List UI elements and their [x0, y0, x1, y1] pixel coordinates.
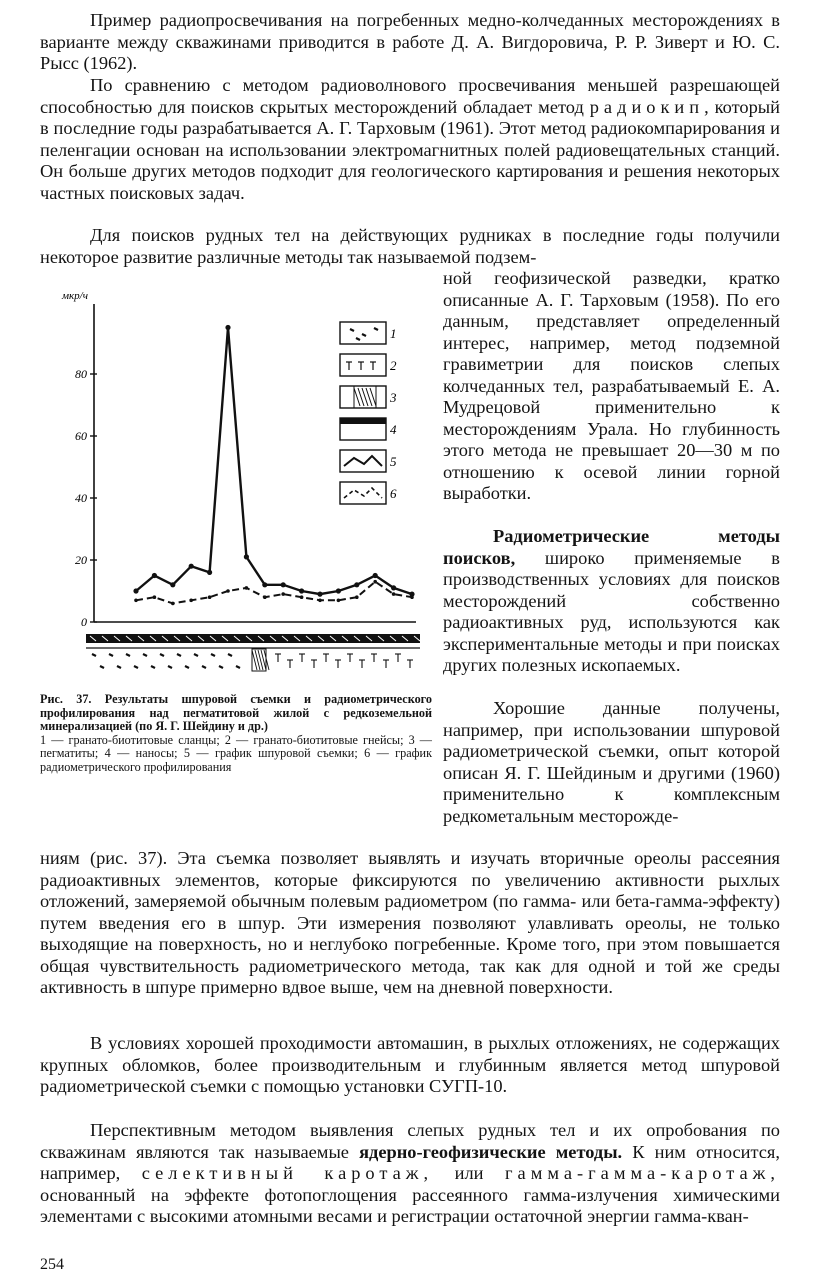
legend-label: 5: [390, 454, 397, 469]
legend-box: [340, 482, 386, 504]
schist-mark: [160, 654, 164, 656]
schist-mark: [202, 666, 206, 668]
paragraph-4: ной геофизической разведки, кратко описанные А. Г. Тарховым (1958). По его данным, представляет определенный интерес, например, метод подземной гравиметрии для поисков слепых колчеданных тел, разрабатываемый Е. А. Мудрецовой применительно к месторождениям Урала. Но глубинность этого метода не превышает 20—30 м по отношению к осевой линии горной выработки.: [443, 268, 780, 503]
page-number: 254: [40, 1256, 64, 1273]
series-2-point: [373, 580, 377, 584]
series-1-point: [207, 570, 212, 575]
y-tick-label: 40: [75, 491, 87, 505]
paragraph-5: [443, 526, 780, 677]
series-1-point: [336, 588, 341, 593]
radiometric-heading: Радиометрические методы поисков,: [443, 526, 780, 568]
figure-37-chart: [40, 282, 430, 692]
legend-fill: [340, 418, 386, 424]
series-2-point: [153, 595, 157, 599]
legend-box: [340, 386, 386, 408]
paragraph-9-b: К ним относится, например,: [40, 1141, 780, 1183]
schist-mark: [194, 654, 198, 656]
paragraph-9-d: основанный на эффекте фотопоглощения рассеянного гамма-излучения химическими элементами с высокими атомными весами и регистрации остаточной энергии гамма-кван-: [40, 1184, 780, 1226]
y-tick-label: 60: [75, 429, 87, 443]
y-tick-label: 0: [81, 615, 87, 629]
y-tick-label: 20: [75, 553, 87, 567]
caption-legend: 1 — гранато-биотитовые сланцы; 2 — гранато-биотитовые гнейсы; 3 — пегматиты; 4 — наносы; 5 — график шпуровой съемки; 6 — график радиометрического профилирования: [40, 732, 432, 774]
legend-label: 2: [390, 358, 397, 373]
legend-label: 4: [390, 422, 397, 437]
pegmatite-hatch: [252, 650, 257, 670]
schist-mark: [236, 666, 240, 668]
pegmatite-hatch: [261, 650, 266, 670]
schist-mark: [185, 666, 189, 668]
paragraph-9: [40, 1120, 780, 1228]
gamma-gamma-term: гамма-гамма-каротаж,: [505, 1163, 780, 1183]
series-2-point: [134, 599, 138, 603]
y-axis-label: мкр/ч: [62, 290, 88, 302]
nuclear-methods-term: ядерно-геофизические методы.: [359, 1141, 623, 1162]
series-2-point: [263, 595, 267, 599]
schist-mark: [134, 666, 138, 668]
series-2-point: [171, 602, 175, 606]
legend-label: 1: [390, 326, 397, 341]
paragraph-9-a: Перспективным методом выявления слепых рудных тел и их опробования по скважинам являются так называемые: [40, 1120, 780, 1162]
schist-mark: [92, 654, 96, 656]
schist-mark: [168, 666, 172, 668]
series-2-point: [208, 595, 212, 599]
legend-hatch: [350, 329, 354, 331]
pegmatite-hatch: [255, 650, 260, 670]
legend-label: 6: [390, 486, 397, 501]
legend-box: [340, 322, 386, 344]
overburden-band: [86, 634, 420, 643]
figure-caption: [40, 693, 432, 775]
series-1-point: [189, 564, 194, 569]
schist-mark: [211, 654, 215, 656]
legend-box: [340, 354, 386, 376]
paragraph-6: Хорошие данные получены, например, при использовании шпуровой радиометрической съемки, опыт которой описан Я. Г. Шейдиным и другими (1960) применительно к комплексным редкометальным месторожде-: [443, 698, 780, 826]
legend-hatch: [374, 328, 378, 330]
series-1-point: [317, 592, 322, 597]
legend-hatch: [362, 334, 366, 336]
schist-mark: [126, 654, 130, 656]
schist-mark: [151, 666, 155, 668]
series-2-point: [355, 595, 359, 599]
schist-mark: [219, 666, 223, 668]
series-1-point: [281, 582, 286, 587]
series-1-line: [136, 328, 412, 595]
series-2-point: [318, 599, 322, 603]
series-2-point: [245, 586, 249, 590]
paragraph-3: Для поисков рудных тел на действующих рудниках в последние годы получили некоторое развитие различные методы так называемой подзем-: [40, 225, 780, 267]
series-2-point: [189, 599, 193, 603]
caption-title: Рис. 37. Результаты шпуровой съемки и радиометрического профилирования над пегматитовой жилой с редкоземельной минерализацией (по Я. Г. Шейдину и др.): [40, 692, 432, 734]
legend-item-1: [340, 322, 397, 344]
series-1-point: [391, 585, 396, 590]
paragraph-9-c: или: [454, 1163, 484, 1183]
legend-item-4: [340, 418, 397, 440]
legend: [340, 322, 397, 504]
series-1-point: [262, 582, 267, 587]
series-1-point: [373, 573, 378, 578]
series-1-point: [225, 325, 230, 330]
series-2-point: [226, 589, 230, 593]
series-1-point: [354, 582, 359, 587]
series-1-point: [133, 588, 138, 593]
legend-line: [344, 488, 382, 498]
paragraph-7: ниям (рис. 37). Эта съемка позволяет выявлять и изучать вторичные ореолы рассеяния радиоактивных элементов, которые фиксируются по увеличению активности рыхлых отложений, замеряемой обычным полевым радиометром (по гамма- или бета-гамма-эффекту) путем введения его в шпур. Эти измерения позволяют улавливать ореолы, не только выходящие на поверхность, но и неглубоко погребенные. Кроме того, при этом повышается общая чувствительность радиометрического метода, так как для одной и той же среды активность в шпуре примерно вдвое выше, чем на дневной поверхности.: [40, 848, 780, 997]
schist-mark: [228, 654, 232, 656]
legend-line: [344, 456, 382, 466]
schist-mark: [177, 654, 181, 656]
series-2-point: [300, 595, 304, 599]
legend-item-3: [340, 386, 397, 408]
legend-box: [340, 450, 386, 472]
paragraph-1: Пример радиопросвечивания на погребенных медно-колчеданных месторождениях в варианте между скважинами приводится в работе Д. А. Вигдоровича, Р. Р. Зиверт и Ю. С. Рысс (1962).: [40, 10, 780, 73]
series-1-point: [299, 588, 304, 593]
paragraph-5-text: широко применяемые в производственных условиях для поисков месторождений собственно радиоактивных руд, используются как экспериментальные методы и при поисках других полезных ископаемых.: [443, 547, 780, 675]
series-2-point: [392, 592, 396, 596]
selective-logging-term: селективный каротаж,: [141, 1163, 434, 1183]
legend-item-5: [340, 450, 397, 472]
series-1-point: [152, 573, 157, 578]
series-2-point: [281, 592, 285, 596]
paragraph-8: В условиях хорошей проходимости автомашин, в рыхлых отложениях, не содержащих крупных обломков, более производительным и глубинным является метод шпуровой радиометрической съемки с помощью установки СУГП-10.: [40, 1033, 780, 1096]
series-2-point: [410, 595, 414, 599]
schist-mark: [117, 666, 121, 668]
series-2-point: [337, 599, 341, 603]
y-tick-label: 80: [75, 367, 87, 381]
legend-hatch: [356, 338, 360, 340]
pegmatite-hatch: [258, 650, 263, 670]
legend-item-2: [340, 354, 397, 376]
schist-mark: [143, 654, 147, 656]
series-1-point: [170, 582, 175, 587]
geologic-section: [86, 634, 420, 671]
legend-item-6: [340, 482, 397, 504]
schist-mark: [109, 654, 113, 656]
method-word-radiokip: радиокип: [589, 96, 705, 117]
legend-label: 3: [390, 390, 397, 405]
schist-mark: [100, 666, 104, 668]
paragraph-2-text: По сравнению с методом радиоволнового просвечивания меньшей разрешающей способностью для поисков скрытых месторождений обладает метод радиокип, который в последние годы разрабатывается А. Г. Тарховым (1961). Этот метод радиокомпарирования и пеленгации основан на использовании электромагнитных полей радиовещательных станций. Он больше других методов подходит для геологического картирования и решения некоторых частных поисковых задач.: [40, 75, 780, 203]
paragraph-2: [40, 75, 780, 204]
series-1-point: [244, 554, 249, 559]
